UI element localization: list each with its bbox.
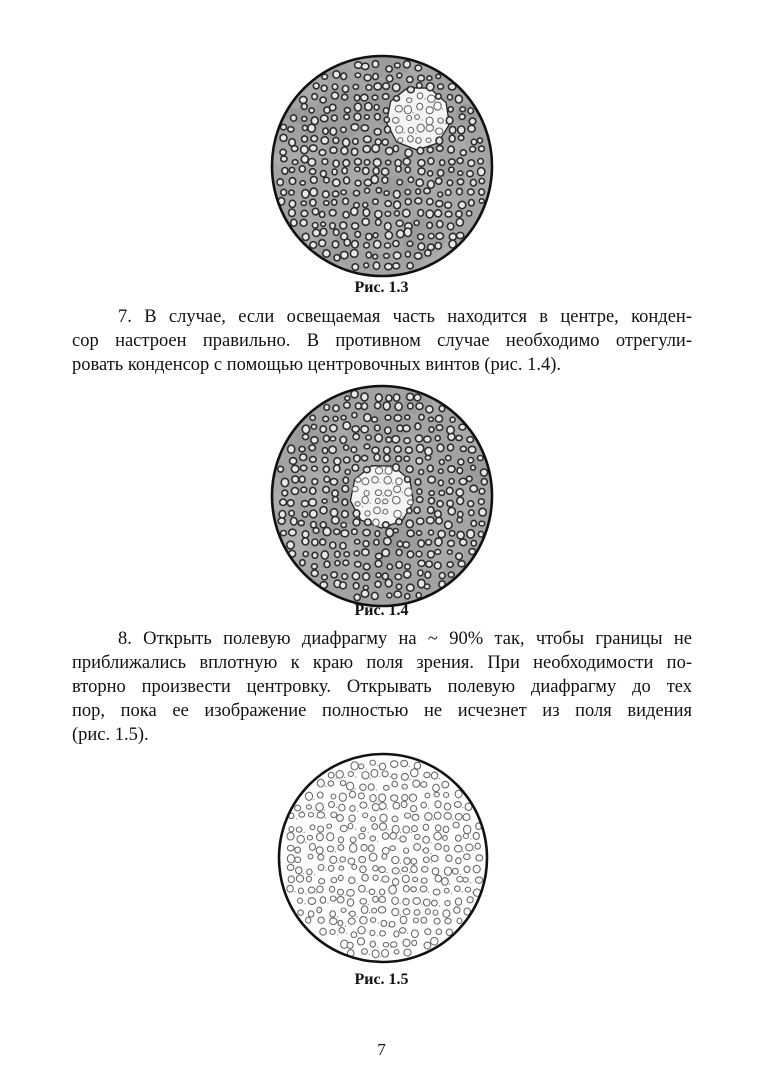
microscope-field-centered-illustration — [268, 384, 496, 608]
figure-caption-1-4: Рис. 1.4 — [354, 602, 409, 619]
page-number: 7 — [377, 1040, 386, 1059]
text-line: приближались вплотную к краю поля зрения. При необходимости по- — [72, 653, 692, 673]
paragraph-step-8 — [72, 627, 692, 747]
text-line: 7. В случае, если освещаемая часть находится в центре, конден- — [118, 307, 692, 327]
figure-caption-1-5: Рис. 1.5 — [354, 971, 409, 988]
figure-1-4 — [268, 384, 496, 608]
illuminated-diaphragm-spot — [350, 466, 413, 528]
microscope-field-off-center-illustration — [268, 54, 496, 278]
figure-1-3 — [268, 54, 496, 278]
text-line: (рис. 1.5). — [72, 725, 149, 745]
paragraph-step-7 — [72, 305, 692, 377]
text-line: вторно произвести центровку. Открывать полевую диафрагму до тех — [72, 677, 692, 697]
text-line: пор, пока ее изображение полностью не исчезнет из поля видения — [72, 701, 692, 721]
text-line: ровать конденсор с помощью центровочных винтов (рис. 1.4). — [72, 355, 562, 375]
figure-1-5 — [270, 752, 496, 964]
text-line: 8. Открыть полевую диафрагму на ~ 90% так, чтобы границы не — [118, 629, 692, 649]
microscope-field-fully-open-illustration — [270, 752, 496, 964]
figure-caption-1-3: Рис. 1.3 — [354, 279, 409, 296]
text-line: сор настроен правильно. В противном случае необходимо отрегули- — [72, 331, 692, 351]
